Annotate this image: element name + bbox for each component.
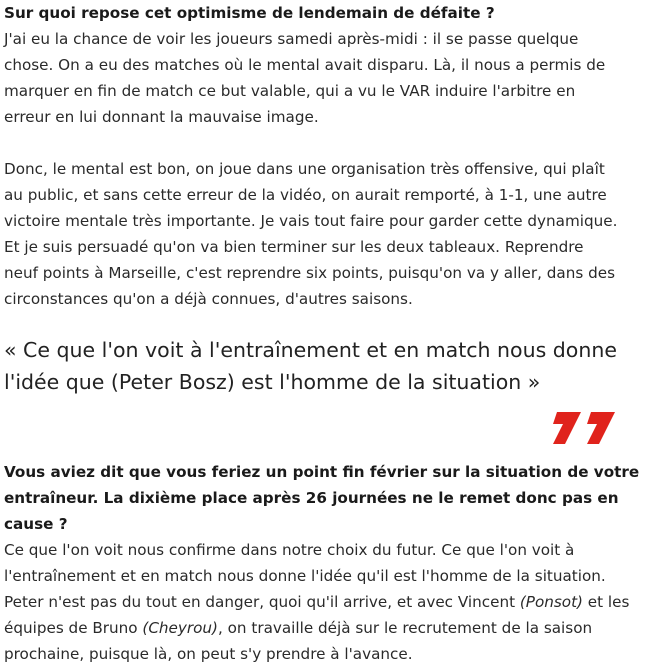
answer-line: neuf points à Marseille, c'est reprendre six points, puisqu'on va y aller, dans des [4,264,615,282]
answer-line: circonstances qu'on a déjà connues, d'autres saisons. [4,290,413,308]
answer-line: Donc, le mental est bon, on joue dans une organisation très offensive, qui plaît [4,160,605,178]
answer-line: marquer en fin de match ce but valable, qui a vu le VAR induire l'arbitre en [4,82,576,100]
answer-text: , on travaille déjà sur le recrutement de la saison [217,619,593,637]
interview-question-1: Sur quoi repose cet optimisme de lendemain de défaite ? [4,4,495,22]
pull-quote [4,334,641,444]
question-line: cause ? [4,515,68,533]
answer-line [4,593,629,611]
answer-line: chose. On a eu des matches où le mental avait disparu. Là, il nous a permis de [4,56,606,74]
name-aside-cheyrou: (Cheyrou) [142,619,218,637]
question-line: Vous aviez dit que vous feriez un point fin février sur la situation de votre [4,463,640,481]
pull-quote-line: l'idée que (Peter Bosz) est l'homme de la situation » [4,370,541,394]
answer-line: Ce que l'on voit nous confirme dans notre choix du futur. Ce que l'on voit à [4,541,575,559]
interview-section-2 [4,459,641,667]
interview-answer-2 [4,537,641,667]
answer-line: au public, et sans cette erreur de la vidéo, on aurait remporté, à 1-1, une autre [4,186,607,204]
question-line: entraîneur. La dixième place après 26 journées ne le remet donc pas en [4,489,619,507]
answer-line [4,619,592,637]
interview-question-2 [4,459,641,537]
pull-quote-line: « Ce que l'on voit à l'entraînement et en match nous donne [4,338,617,362]
pull-quote-text [4,334,641,398]
answer-text: Peter n'est pas du tout en danger, quoi qu'il arrive, et avec Vincent [4,593,520,611]
interview-answer-1-paragraph-2 [4,156,641,312]
closing-quote-icon [551,410,619,446]
quote-mark-left [553,412,581,444]
answer-line: erreur en lui donnant la mauvaise image. [4,108,319,126]
answer-text: et les [582,593,630,611]
answer-line: prochaine, puisque là, on peut s'y prendre à l'avance. [4,645,413,663]
answer-line: Et je suis persuadé qu'on va bien terminer sur les deux tableaux. Reprendre [4,238,584,256]
name-aside-ponsot: (Ponsot) [519,593,583,611]
interview-answer-1 [4,26,641,130]
answer-text: équipes de Bruno [4,619,143,637]
quote-mark-right [587,412,615,444]
answer-line: l'entraînement et en match nous donne l'idée qu'il est l'homme de la situation. [4,567,606,585]
answer-line: victoire mentale très importante. Je vais tout faire pour garder cette dynamique. [4,212,618,230]
answer-line: J'ai eu la chance de voir les joueurs samedi après-midi : il se passe quelque [4,30,579,48]
paragraph-spacer [4,130,641,156]
